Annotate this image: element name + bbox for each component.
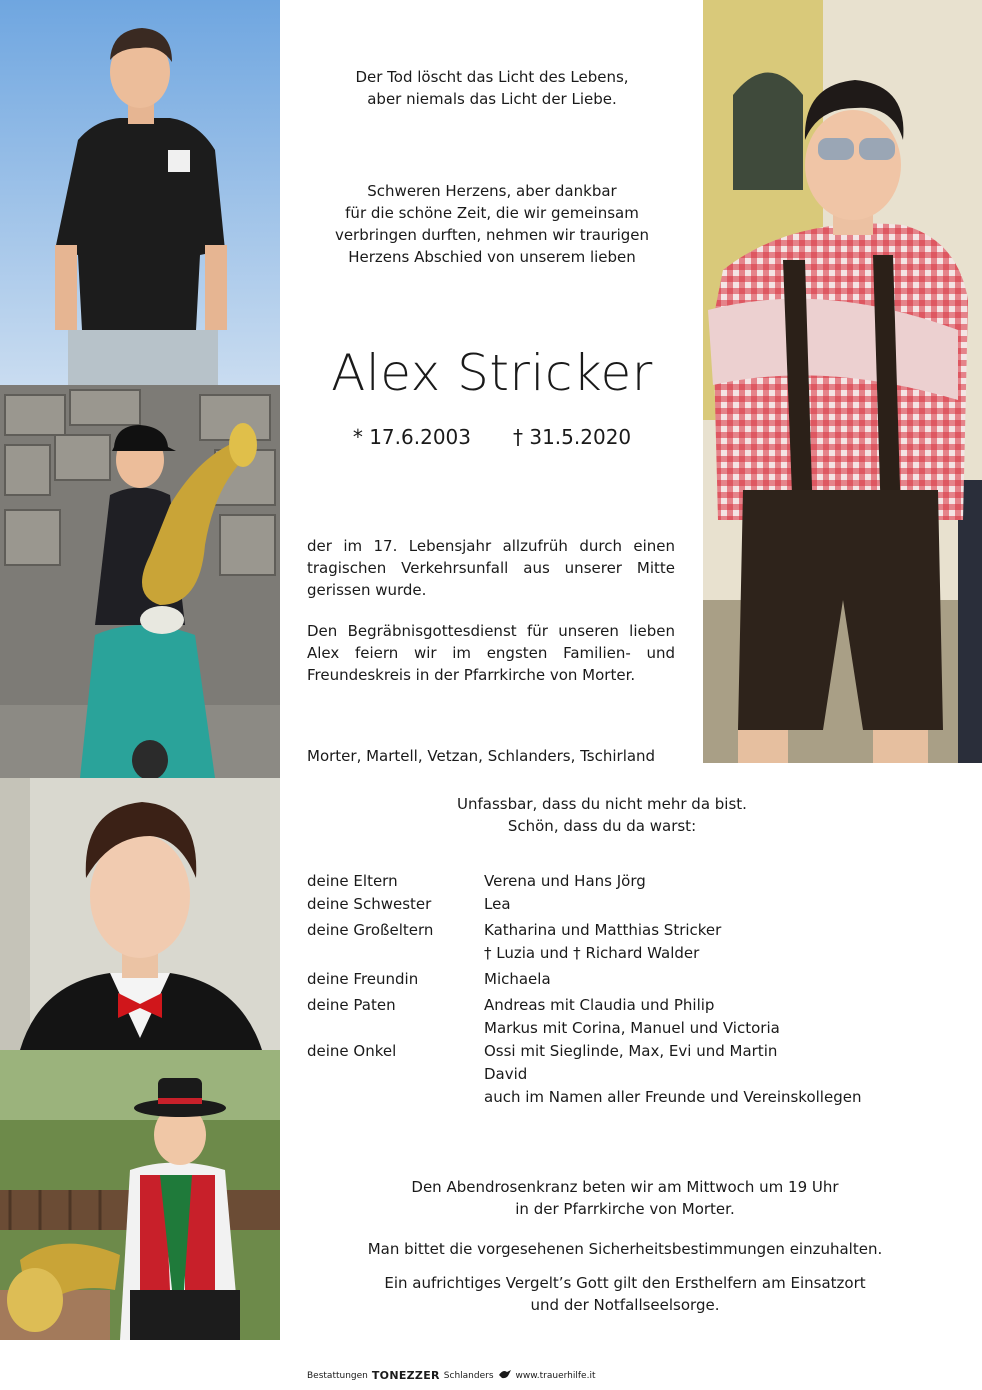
- photo-tuba-scooter-image: [0, 385, 280, 778]
- farewell-line-2: Schön, dass du da warst:: [507, 817, 697, 835]
- relative-name-line: Katharina und Matthias Stricker: [484, 921, 722, 939]
- farewell-text: [307, 793, 897, 837]
- photo-lederhosen-image: [703, 0, 982, 763]
- relative-row-parents: [307, 870, 927, 893]
- relative-name-line: Markus mit Corina, Manuel und Victoria: [484, 1019, 780, 1037]
- relative-name-line: Lea: [484, 895, 511, 913]
- photo-lederhosen: [703, 0, 982, 763]
- footer-url[interactable]: www.trauerhilfe.it: [515, 1371, 596, 1381]
- relative-row-godparents: [307, 994, 927, 1040]
- relative-names: [484, 919, 721, 965]
- relative-label: deine Onkel: [307, 1042, 397, 1060]
- intro-line-1: Schweren Herzens, aber dankbar: [367, 182, 617, 200]
- thanks-line-1: Ein aufrichtiges Vergelt’s Gott gilt den Ersthelfern am Einsatzort: [384, 1274, 866, 1292]
- relative-name-line: † Luzia und † Richard Walder: [484, 944, 700, 962]
- relative-label: deine Großeltern: [307, 921, 434, 939]
- relative-row-grandparents: [307, 919, 927, 965]
- life-dates: [290, 422, 694, 452]
- rosary-line-1: Den Abendrosenkranz beten wir am Mittwoch um 19 Uhr: [411, 1178, 839, 1196]
- relative-name-line: Andreas mit Claudia und Philip: [484, 996, 715, 1014]
- quote-line-1: Der Tod löscht das Licht des Lebens,: [355, 68, 629, 86]
- relative-label: deine Schwester: [307, 895, 432, 913]
- rosary-line-2: in der Pfarrkirche von Morter.: [515, 1200, 735, 1218]
- dove-logo-icon: [498, 1368, 512, 1384]
- relative-row-girlfriend: [307, 968, 927, 991]
- relative-names: [484, 994, 780, 1040]
- photo-red-bowtie: [0, 778, 280, 1050]
- relative-label: deine Freundin: [307, 970, 419, 988]
- birth-date: * 17.6.2003: [352, 425, 471, 449]
- relative-name-line: Michaela: [484, 970, 551, 988]
- rosary-notice: [290, 1176, 960, 1220]
- funeral-paragraph: Den Begräbnisgottesdienst für unseren lieben Alex feiern wir im engsten Familien- und Freundeskreis in der Pfarrkirche von Morter.: [307, 622, 675, 684]
- safety-notice: Man bittet die vorgesehenen Sicherheitsbestimmungen einzuhalten.: [367, 1240, 883, 1258]
- intro-line-4: Herzens Abschied von unserem lieben: [348, 248, 636, 266]
- intro-text: [290, 180, 694, 268]
- quote-line-2: aber niemals das Licht der Liebe.: [367, 90, 617, 108]
- intro-line-3: verbringen durften, nehmen wir traurigen: [334, 226, 650, 244]
- relative-name-line: Ossi mit Sieglinde, Max, Evi und Martin: [484, 1042, 778, 1060]
- relatives-list: [307, 870, 927, 1109]
- deceased-name: Alex Stricker: [331, 344, 653, 402]
- accident-paragraph: der im 17. Lebensjahr allzufrüh durch einen tragischen Verkehrsunfall aus unserer Mitte gerissen wurde.: [307, 537, 675, 599]
- relative-label: deine Eltern: [307, 872, 398, 890]
- intro-line-2: für die schöne Zeit, die wir gemeinsam: [345, 204, 639, 222]
- relative-names: [484, 893, 511, 916]
- photo-red-bowtie-image: [0, 778, 280, 1050]
- relative-name-line: Verena und Hans Jörg: [484, 872, 646, 890]
- photo-traditional-costume: [0, 1050, 280, 1340]
- thanks-line-2: und der Notfallseelsorge.: [530, 1296, 720, 1314]
- relative-name-line: David: [484, 1065, 528, 1083]
- quote: [290, 66, 694, 110]
- photo-black-tshirt-image: [0, 0, 280, 385]
- photo-tuba-scooter: [0, 385, 280, 778]
- relative-name-line: auch im Namen aller Freunde und Vereinskollegen: [484, 1088, 862, 1106]
- footer-prefix: Bestattungen: [307, 1371, 368, 1381]
- footer-town: Schlanders: [443, 1371, 494, 1381]
- thanks-notice: [290, 1272, 960, 1316]
- relative-row-sister: [307, 893, 927, 916]
- relative-names: [484, 968, 551, 991]
- photo-traditional-costume-image: [0, 1050, 280, 1340]
- relative-names: [484, 1040, 861, 1109]
- footer-brand: TONEZZER: [371, 1369, 440, 1382]
- relative-names: [484, 870, 646, 893]
- farewell-line-1: Unfassbar, dass du nicht mehr da bist.: [457, 795, 747, 813]
- photo-black-tshirt: [0, 0, 280, 385]
- death-date: † 31.5.2020: [513, 425, 632, 449]
- relative-row-uncles: [307, 1040, 927, 1109]
- relative-label: deine Paten: [307, 996, 396, 1014]
- undertaker-footer: [307, 1368, 595, 1384]
- places-line: Morter, Martell, Vetzan, Schlanders, Tschirland: [307, 747, 656, 765]
